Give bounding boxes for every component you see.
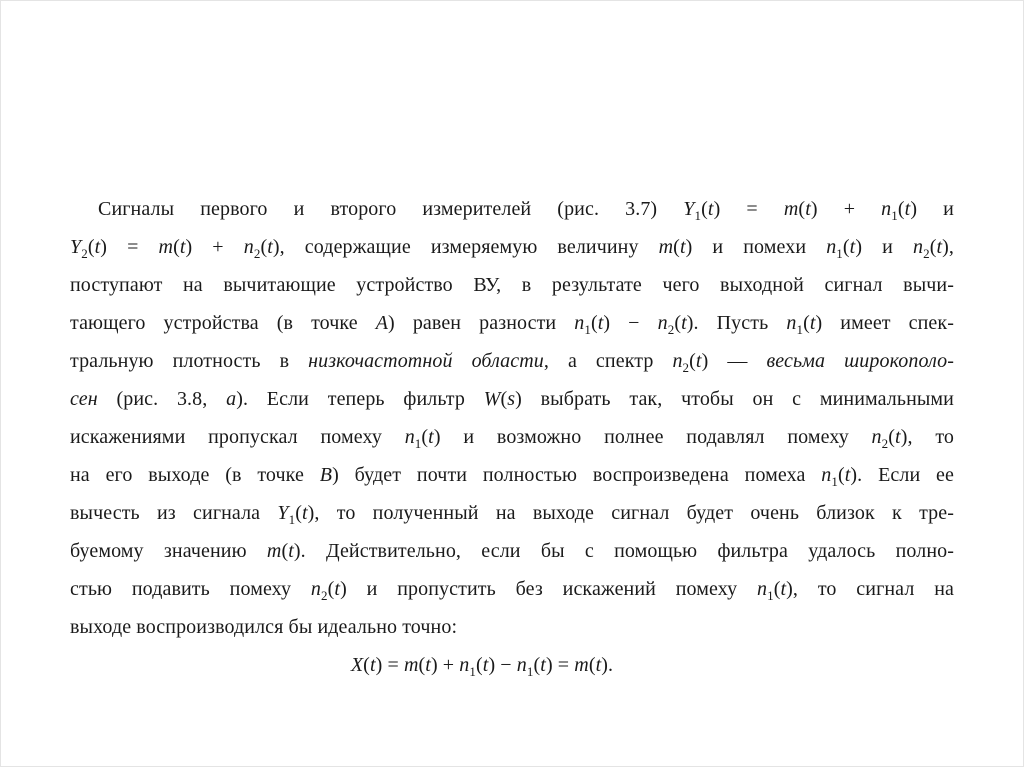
text-line-5: тральную плотность в низкочастотной области, а спектр $n_2(t)$ — весьма широкополо- [70,350,955,375]
text-line-10: буемому значению m(t). Действительно, если бы с помощью фильтра удалось полно- [70,540,954,562]
text-line-11: стью подавить помеху $n_2(t)$ и пропустить без искажений помеху $n_1(t)$, то сигнал на [70,578,954,603]
text-line-7: искажениями пропускал помеху $n_1(t)$ и возможно полнее подавлял помеху $n_2(t)$, то [70,426,954,451]
text-line-1: Сигналы первого и второго измерителей (рис. 3.7) $Y_1(t) = m(t) + n_1(t)$ и [98,198,954,223]
text-line-3: поступают на вычитающие устройство ВУ, в результате чего выходной сигнал вычи- [70,274,954,296]
paragraph-block [70,190,954,684]
text-line-6: сен (рис. 3.8, а). Если теперь фильтр W(s) выбрать так, чтобы он с минимальными [70,388,954,410]
text-line-8: на его выходе (в точке B) будет почти полностью воспроизведена помеха $n_1(t)$. Если ее [70,464,954,489]
text-line-12: выходе воспроизводился бы идеально точно: [70,616,458,638]
text-line-4: тающего устройства (в точке A) равен разности $n_1(t) - n_2(t)$. Пусть $n_1(t)$ имеет спек- [70,312,954,337]
text-line-2: $Y_2(t) = m(t) + n_2(t)$, содержащие измеряемую величину m(t) и помехи $n_1(t)$ и $n_2(t)$, [70,236,955,261]
text-line-9: вычесть из сигнала $Y_1(t)$, то полученный на выходе сигнал будет очень близок к тре- [70,502,954,527]
formula-line: $X(t) = m(t) + n_1(t) - n_1(t) = m(t)$. [350,654,614,679]
